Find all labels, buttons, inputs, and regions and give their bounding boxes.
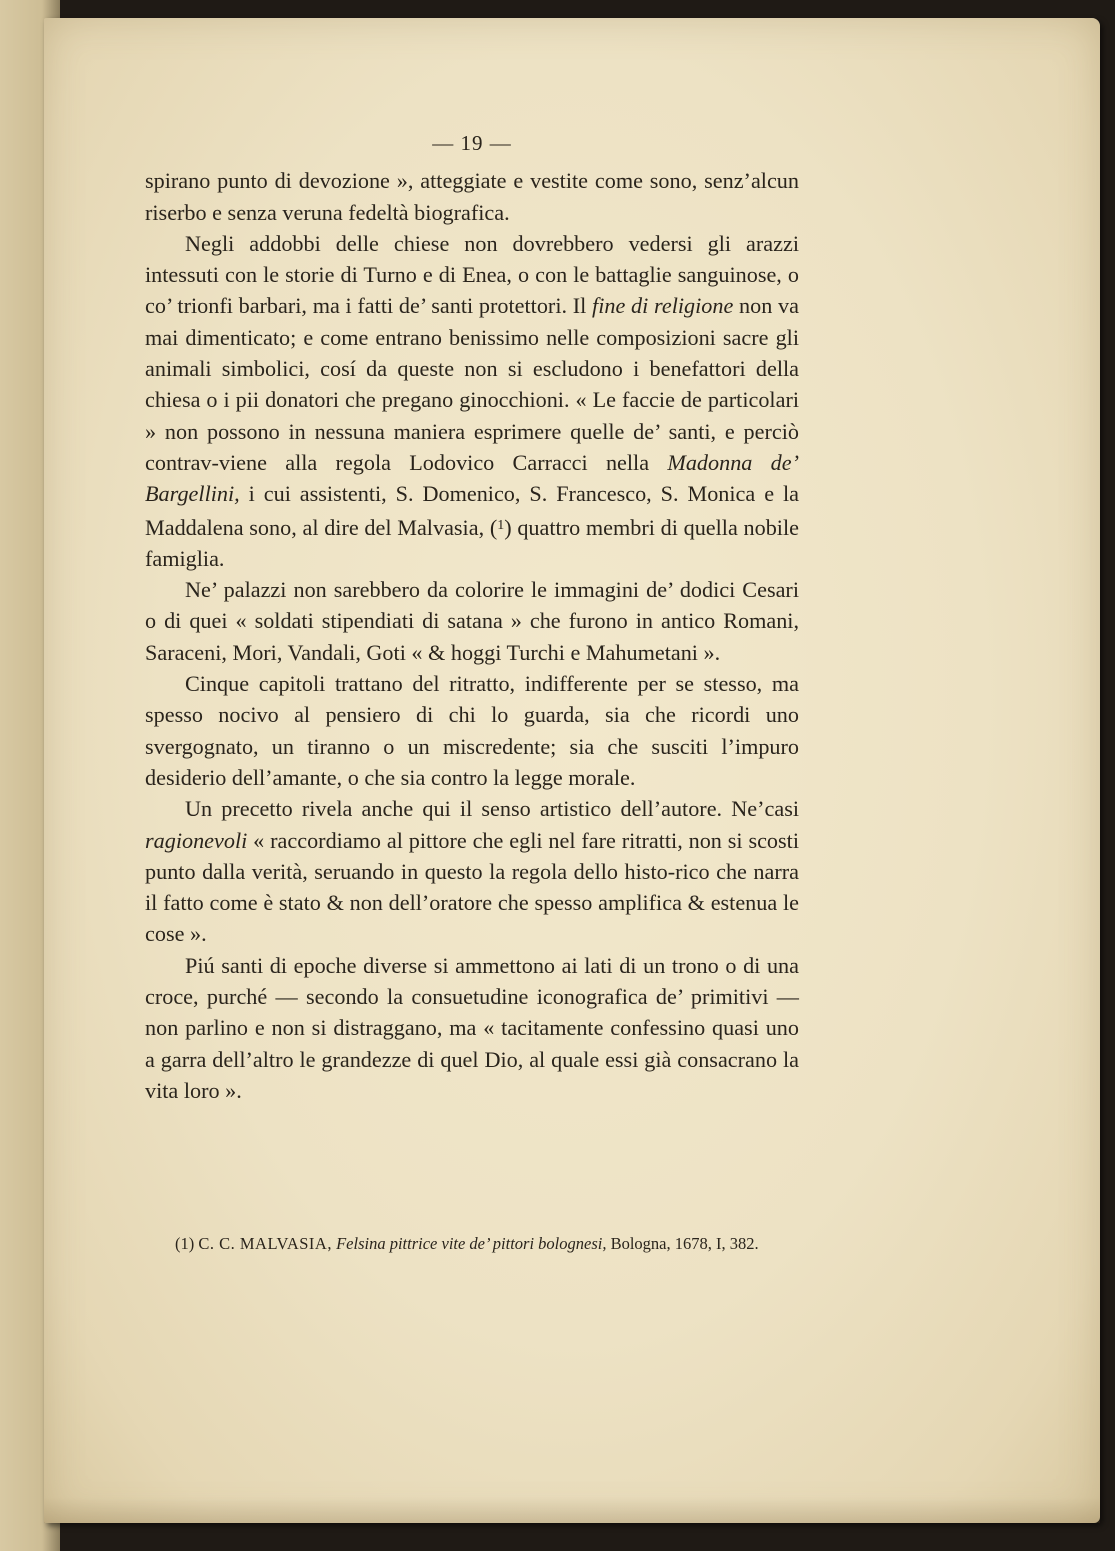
text-run: Negli addobbi delle chiese non dovrebbero vedersi gli arazzi intessuti con le storie di Turno e di Enea, o con le battaglie sanguinose, o co’ trionfi barbari, ma i fatti de’ santi protettori. Il [145,230,799,319]
text-run: Ne’ palazzi non sarebbero da colorire le immagini de’ dodici Cesari o di quei « soldati stipendiati di satana » che furono in antico Romani, Saraceni, Mori, Vandali, Goti « & hoggi Turchi e Mahumetani ». [145,577,799,665]
footnote-author: C. C. MALVASIA, [198,1234,332,1253]
text-run: spirano punto di devozione », atteggiate e vestite come sono, senz’alcun riserbo e senza veruna fedeltà biografica. [145,168,799,225]
italic-run: Madonna de’ Bargellini, [145,449,799,507]
text-run: Cinque capitoli trattano del ritratto, indifferente per se stesso, ma spesso nocivo al pensiero di chi lo guarda, sia che ricordi uno svergognato, un tiranno o un miscredente; sia che susciti l’impuro desiderio dell’amante, o che sia contro la legge morale. [145,671,799,790]
body-text [145,128,799,1106]
page-bottom-shadow [44,1497,1100,1523]
text-run: i cui assistenti, S. Domenico, S. Francesco, S. Monica e la Maddalena sono, al dire del Malvasia, ( [145,481,799,540]
text-run: Un precetto rivela anche qui il senso artistico dell’autore. Ne’casi [185,796,799,822]
text-run: « raccordiamo al pittore che egli nel fare ritratti, non si scosti punto dalla verità, seruando in questo la regola dello histo-rico che narra il fatto come è stato & non dell’oratore che spesso amplifica & estenua le cose ». [145,827,799,947]
paragraph-2 [145,228,799,574]
page-number: — 19 — [432,131,512,155]
paragraph-3 [145,574,799,668]
footnote-marker: (1) [175,1234,195,1253]
paragraph-1 [145,165,799,228]
text-run: non va mai dimenticato; e come entrano benissimo nelle composizioni sacre gli animali simbolici, cosí da queste non si escludono i benefattori della chiesa o i pii donatori che pregano ginocchioni. « Le faccie de particolari » non possono in nessuna maniera esprimere quelle de’ santi, e perciò contrav-viene alla regola Lodovico Carracci nella [145,293,799,475]
footnote [175,1234,805,1254]
italic-run: ragionevoli [145,827,248,853]
footnote-reference: 1 [497,517,505,533]
paragraph-4 [145,668,799,793]
footnote-title: Felsina pittrice vite de’ pittori bolognesi, [336,1234,607,1253]
paragraph-6 [145,950,799,1106]
italic-run: fine di religione [592,293,734,319]
text-run: Piú santi di epoche diverse si ammettono ai lati di un trono o di una croce, purché — secondo la consuetudine iconografica de’ primitivi — non parlino e non si distraggano, ma « tacitamente confessino quasi uno a garra dell’altro le grandezze di quel Dio, al quale essi già consacrano la vita loro ». [145,952,799,1103]
footnote-citation: Bologna, 1678, I, 382. [610,1234,759,1253]
paragraph-5 [145,793,799,949]
text-run: ) quattro membri di quella nobile famiglia. [145,514,799,571]
